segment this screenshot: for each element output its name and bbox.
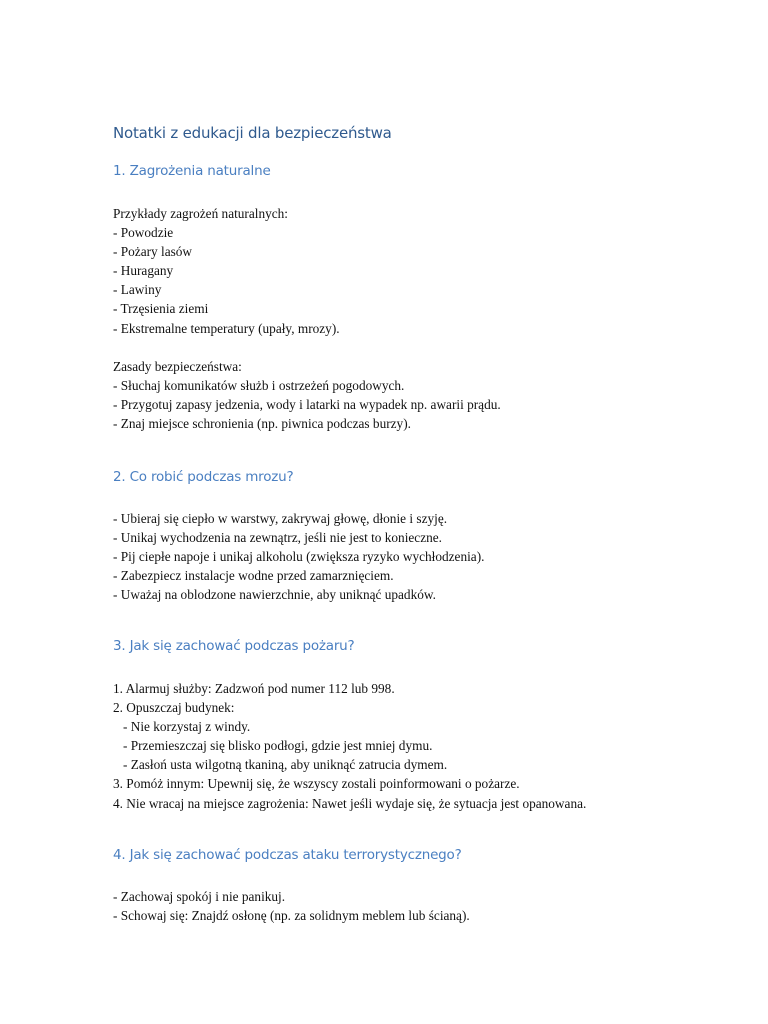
section-heading-frost: 2. Co robić podczas mrozu? — [113, 469, 294, 485]
rules-list — [113, 376, 501, 433]
list-item: - Uważaj na oblodzone nawierzchnie, aby uniknąć upadków. — [113, 587, 436, 603]
list-item: - Lawiny — [113, 282, 162, 298]
list-item: - Nie korzystaj z windy. — [113, 719, 251, 735]
document-title: Notatki z edukacji dla bezpieczeństwa — [113, 124, 392, 142]
natural-hazards-examples — [113, 204, 340, 338]
list-item: - Znaj miejsce schronienia (np. piwnica podczas burzy). — [113, 416, 411, 432]
list-item: - Przygotuj zapasy jedzenia, wody i latarki na wypadek np. awarii prądu. — [113, 397, 501, 413]
list-item: - Schowaj się: Znajdź osłonę (np. za solidnym meblem lub ścianą). — [113, 908, 470, 924]
list-item: - Ekstremalne temperatury (upały, mrozy). — [113, 320, 340, 336]
list-item: 1. Alarmuj służby: Zadzwoń pod numer 112 lub 998. — [113, 681, 395, 696]
section-heading-fire: 3. Jak się zachować podczas pożaru? — [113, 638, 355, 654]
list-item: - Zachowaj spokój i nie panikuj. — [113, 889, 286, 904]
terrorist-attack-list — [113, 887, 470, 925]
list-item: - Ubieraj się ciepło w warstwy, zakrywaj głowę, dłonie i szyję. — [113, 511, 448, 526]
safety-rules — [113, 357, 501, 433]
list-item: 4. Nie wracaj na miejsce zagrożenia: Nawet jeśli wydaje się, że sytuacja jest opanowana. — [113, 795, 587, 811]
list-item: - Pożary lasów — [113, 244, 193, 260]
list-item: - Trzęsienia ziemi — [113, 301, 209, 317]
rules-intro: Zasady bezpieczeństwa: — [113, 359, 242, 374]
list-item: 3. Pomóż innym: Upewnij się, że wszyscy zostali poinformowani o pożarze. — [113, 776, 520, 792]
list-item: - Słuchaj komunikatów służb i ostrzeżeń pogodowych. — [113, 378, 405, 394]
section-heading-natural-hazards: 1. Zagrożenia naturalne — [113, 163, 271, 179]
list-item: - Przemieszczaj się blisko podłogi, gdzie jest mniej dymu. — [113, 738, 433, 754]
list-item: - Powodzie — [113, 225, 174, 241]
list-item: - Zasłoń usta wilgotną tkaniną, aby uniknąć zatrucia dymem. — [113, 757, 448, 773]
section-heading-terrorist-attack: 4. Jak się zachować podczas ataku terrorystycznego? — [113, 847, 462, 863]
frost-list — [113, 509, 484, 604]
list-item: - Zabezpiecz instalacje wodne przed zamarznięciem. — [113, 568, 394, 584]
list-item: - Unikaj wychodzenia na zewnątrz, jeśli nie jest to konieczne. — [113, 530, 442, 546]
list-item: - Pij ciepłe napoje i unikaj alkoholu (zwiększa ryzyko wychłodzenia). — [113, 549, 485, 565]
fire-list — [113, 679, 586, 813]
list-item: 2. Opuszczaj budynek: — [113, 700, 235, 716]
list-item: - Huragany — [113, 263, 174, 279]
examples-intro: Przykłady zagrożeń naturalnych: — [113, 206, 289, 221]
examples-list — [113, 223, 340, 338]
